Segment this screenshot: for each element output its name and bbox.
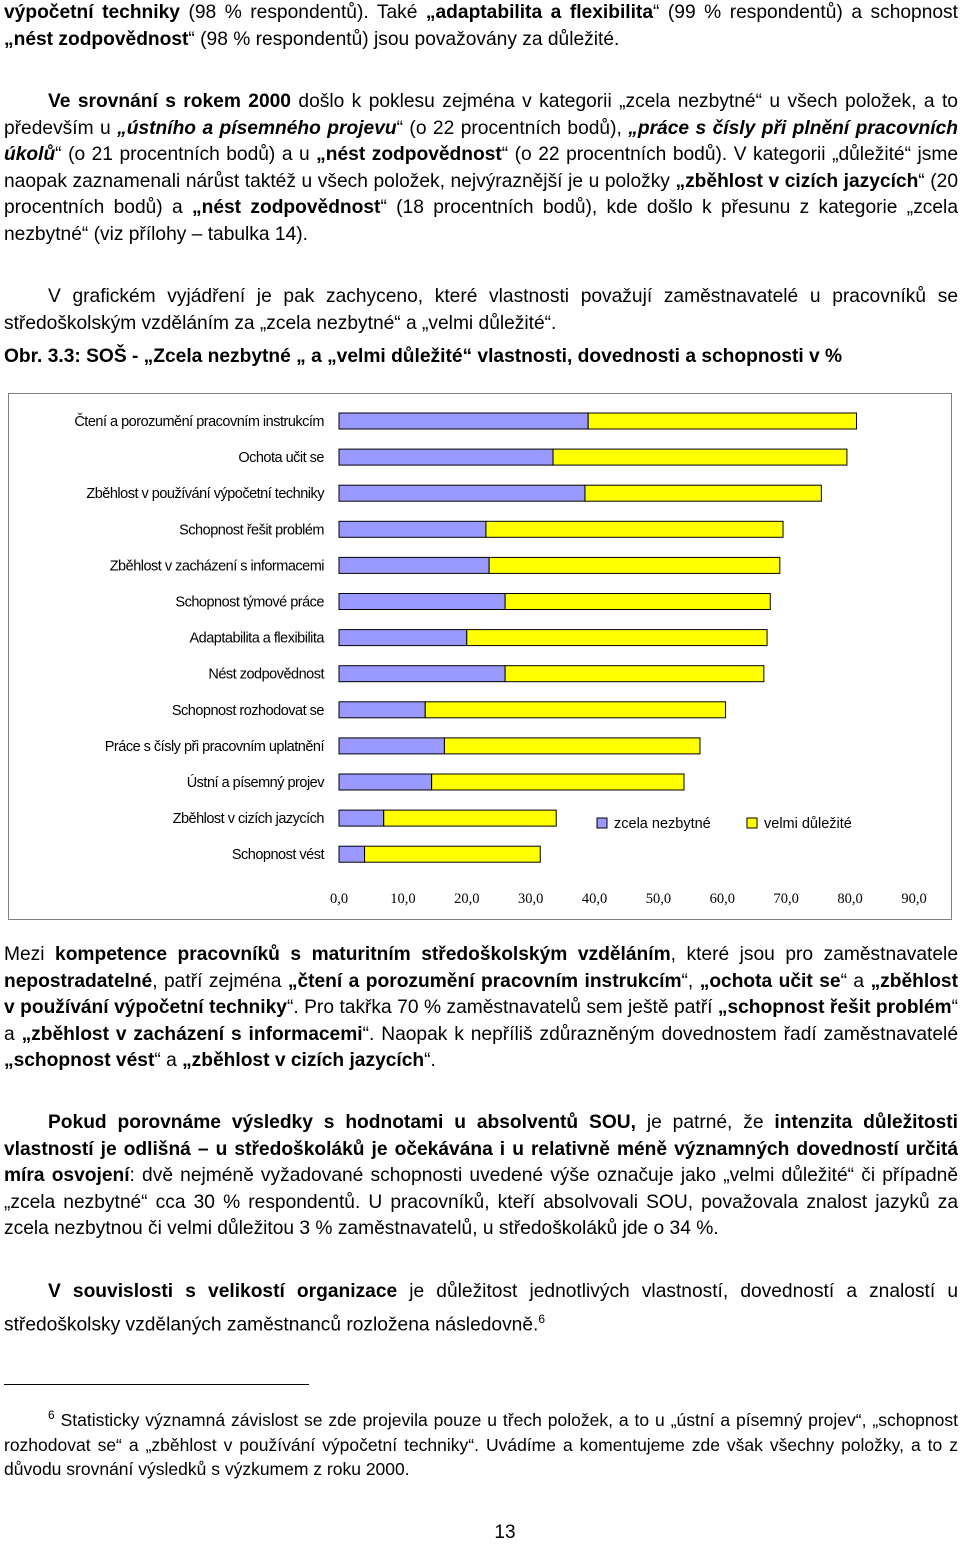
bar-velmi-dulezite xyxy=(444,738,700,754)
bar-velmi-dulezite xyxy=(365,846,541,862)
text: “ (o 22 procentních bodů), xyxy=(396,117,629,139)
bar-zcela-nezbytne xyxy=(339,413,588,429)
category-label: Práce s čísly při pracovním uplatnění xyxy=(104,738,324,755)
bar-zcela-nezbytne xyxy=(339,738,444,754)
text-bold: „zběhlost v cizích jazycích xyxy=(675,170,919,192)
paragraph-chart-intro: V grafickém vyjádření je pak zachyceno, které vlastnosti považují zaměstnavatelé u pracovníků se středoškolským vzděláním za „zcela nezbytné“ a „velmi důležité“. xyxy=(4,286,958,334)
text: (98 % respondentů). Také xyxy=(179,2,426,23)
text: “ (98 % respondentů) jsou považovány za důležité. xyxy=(188,28,620,50)
text: “. xyxy=(424,1050,436,1072)
text-bold: Pokud porovnáme výsledky s hodnotami u absolventů SOU, xyxy=(48,1112,636,1133)
bar-zcela-nezbytne xyxy=(339,521,486,537)
text-bold: „zběhlost v používání výpočetní techniky xyxy=(4,970,958,1019)
category-label: Zběhlost v používání výpočetní techniky xyxy=(86,486,324,503)
footnote xyxy=(4,1403,958,1482)
text-bold: intenzita důležitosti vlastností je odlišná – u středoškoláků je očekávána i u relativně méně významných dovedností určitá míra osvojení xyxy=(4,1112,958,1187)
text: “ a xyxy=(154,1050,183,1072)
page-number: 13 xyxy=(494,1522,516,1543)
legend-label: zcela nezbytné xyxy=(614,816,711,832)
text-bold-italic: „ústního a písemného projevu xyxy=(117,117,397,139)
text: : dvě nejméně vyžadované schopnosti uvedené výše označuje jako „velmi důležité“ či případně „zcela nezbytné“ cca 30 % respondentů. U pracovníků, kteří absolvovali SOU, považovala znalost jazyků za zcela nezbytnou či velmi důležitou 3 % zaměstnavatelů, u středoškoláků jde o 34 %. xyxy=(4,1165,959,1240)
text: “ (o 21 procentních bodů) a u xyxy=(55,144,317,166)
bar-velmi-dulezite xyxy=(505,666,764,682)
x-tick-label: 40,0 xyxy=(581,891,608,907)
category-label: Schopnost vést xyxy=(231,847,324,864)
text-bold: kompetence pracovníků s maturitním středoškolským vzděláním xyxy=(55,944,671,965)
footnote-number: 6 xyxy=(48,1408,55,1422)
paragraph-organization-size xyxy=(4,1279,958,1339)
text-bold: „čtení a porozumění pracovním instrukcím xyxy=(287,970,682,992)
text: “ (o 22 procentních bodů). V kategorii „důležité“ jsme naopak zaznamenali nárůst taktéž u všech položek, nejvýraznější je u položky xyxy=(4,144,958,192)
footnote-text: Statisticky významná závislost se zde projevila pouze u třech položek, a to u „ústní a písemný projev“, „schopnost rozhodovat se“ a „zběhlost v používání výpočetní techniky“. Uvádíme a komentujeme zde však všechny položky, a to z důvodu srovnání výsledků s výzkumem z roku 2000. xyxy=(4,1409,958,1480)
category-label: Ochota učit se xyxy=(238,450,324,467)
bar-velmi-dulezite xyxy=(384,810,557,826)
category-label: Čtení a porozumění pracovním instrukcím xyxy=(74,414,324,430)
text-bold: „ochota učit se xyxy=(699,970,841,992)
text: je patrné, že xyxy=(635,1112,775,1133)
bar-chart xyxy=(9,394,951,919)
paragraph-competences xyxy=(4,942,958,1075)
x-tick-label: 50,0 xyxy=(645,891,672,907)
bar-zcela-nezbytne xyxy=(339,485,585,501)
bar-velmi-dulezite xyxy=(505,594,770,610)
legend-swatch xyxy=(747,818,757,828)
text: “ a xyxy=(4,997,959,1045)
bar-zcela-nezbytne xyxy=(339,846,365,862)
bar-zcela-nezbytne xyxy=(339,702,425,718)
text-bold-italic: „práce s čísly při plnění pracovních úkolů xyxy=(4,117,958,166)
bar-velmi-dulezite xyxy=(585,485,821,501)
x-tick-label: 10,0 xyxy=(390,891,416,907)
footnote-divider xyxy=(4,1384,309,1385)
text: “ (99 % respondentů) a schopnost xyxy=(653,2,958,23)
text: Mezi xyxy=(4,944,56,965)
bar-zcela-nezbytne xyxy=(339,666,505,682)
footnote-ref[interactable]: 6 xyxy=(538,1311,546,1326)
category-label: Zběhlost v cizích jazycích xyxy=(172,811,324,828)
paragraph-comparison xyxy=(4,89,958,249)
x-tick-label: 0,0 xyxy=(329,891,349,907)
text: “, xyxy=(681,970,700,992)
category-label: Schopnost týmové práce xyxy=(175,594,324,611)
text: “ a xyxy=(840,970,871,992)
text-bold: nepostradatelné xyxy=(4,970,153,992)
chart-container xyxy=(8,393,952,920)
text-bold: „adaptabilita a flexibilita xyxy=(425,2,653,23)
category-label: Schopnost řešit problém xyxy=(179,522,324,539)
legend-swatch xyxy=(597,818,607,828)
x-tick-label: 90,0 xyxy=(901,891,927,907)
bar-velmi-dulezite xyxy=(432,774,684,790)
text: “ (18 procentních bodů), kde došlo k přesunu z kategorie „zcela nezbytné“ (viz přílohy – tabulka 14). xyxy=(4,197,958,245)
x-tick-label: 80,0 xyxy=(837,891,863,907)
text-bold: „nést zodpovědnost xyxy=(4,28,189,50)
text-bold: „nést zodpovědnost xyxy=(316,144,502,166)
bar-velmi-dulezite xyxy=(486,521,783,537)
bar-zcela-nezbytne xyxy=(339,594,505,610)
text: “. Pro takřka 70 % zaměstnavatelů sem ještě patří xyxy=(286,997,718,1019)
text: došlo k poklesu zejména v kategorii „zcela nezbytné“ u všech položek, a to především u xyxy=(4,91,958,139)
x-tick-label: 30,0 xyxy=(517,891,544,907)
category-label: Adaptabilita a flexibilita xyxy=(189,630,324,647)
text-bold: „nést zodpovědnost xyxy=(192,197,381,219)
bar-zcela-nezbytne xyxy=(339,810,384,826)
legend-label: velmi důležité xyxy=(764,816,852,832)
bar-velmi-dulezite xyxy=(588,413,856,429)
x-tick-label: 60,0 xyxy=(709,891,736,907)
text-bold: „schopnost řešit problém xyxy=(717,997,952,1019)
text: je důležitost jednotlivých vlastností, dovedností a znalostí u středoškolsky vzdělaných zaměstnanců rozložena následovně. xyxy=(4,1281,958,1335)
x-tick-label: 20,0 xyxy=(454,891,480,907)
text-bold: výpočetní techniky xyxy=(4,2,180,23)
category-label: Schopnost rozhodovat se xyxy=(171,702,324,719)
bar-zcela-nezbytne xyxy=(339,774,432,790)
category-label: Nést zodpovědnost xyxy=(208,666,324,683)
text-bold: Ve srovnání s rokem 2000 xyxy=(48,91,291,112)
figure-caption: Obr. 3.3: SOŠ - „Zcela nezbytné „ a „velmi důležité“ vlastnosti, dovednosti a schopnosti v % xyxy=(4,346,843,367)
x-tick-label: 70,0 xyxy=(773,891,799,907)
category-label: Zběhlost v zacházení s informacemi xyxy=(109,558,324,575)
bar-velmi-dulezite xyxy=(553,449,847,465)
text: , patří zejména xyxy=(152,970,288,992)
bar-velmi-dulezite xyxy=(425,702,725,718)
paragraph-sou-comparison xyxy=(4,1110,958,1243)
text-bold: V souvislosti s velikostí organizace xyxy=(48,1281,398,1302)
text: “ (20 procentních bodů) a xyxy=(4,170,958,219)
bar-velmi-dulezite xyxy=(467,630,767,646)
bar-zcela-nezbytne xyxy=(339,557,489,573)
category-label: Ústní a písemný projev xyxy=(186,775,324,791)
text: “. Naopak k nepříliš zdůrazněným dovednostem řadí zaměstnavatelé xyxy=(362,1023,958,1045)
text-bold: „schopnost vést xyxy=(4,1050,155,1072)
text-bold: „zběhlost v cizích jazycích xyxy=(182,1050,425,1072)
paragraph-intro xyxy=(4,0,958,53)
bar-velmi-dulezite xyxy=(489,557,780,573)
bar-zcela-nezbytne xyxy=(339,630,467,646)
text: , které jsou pro zaměstnavatele xyxy=(670,944,958,965)
text-bold: „zběhlost v zacházení s informacemi xyxy=(21,1023,363,1045)
bar-zcela-nezbytne xyxy=(339,449,553,465)
